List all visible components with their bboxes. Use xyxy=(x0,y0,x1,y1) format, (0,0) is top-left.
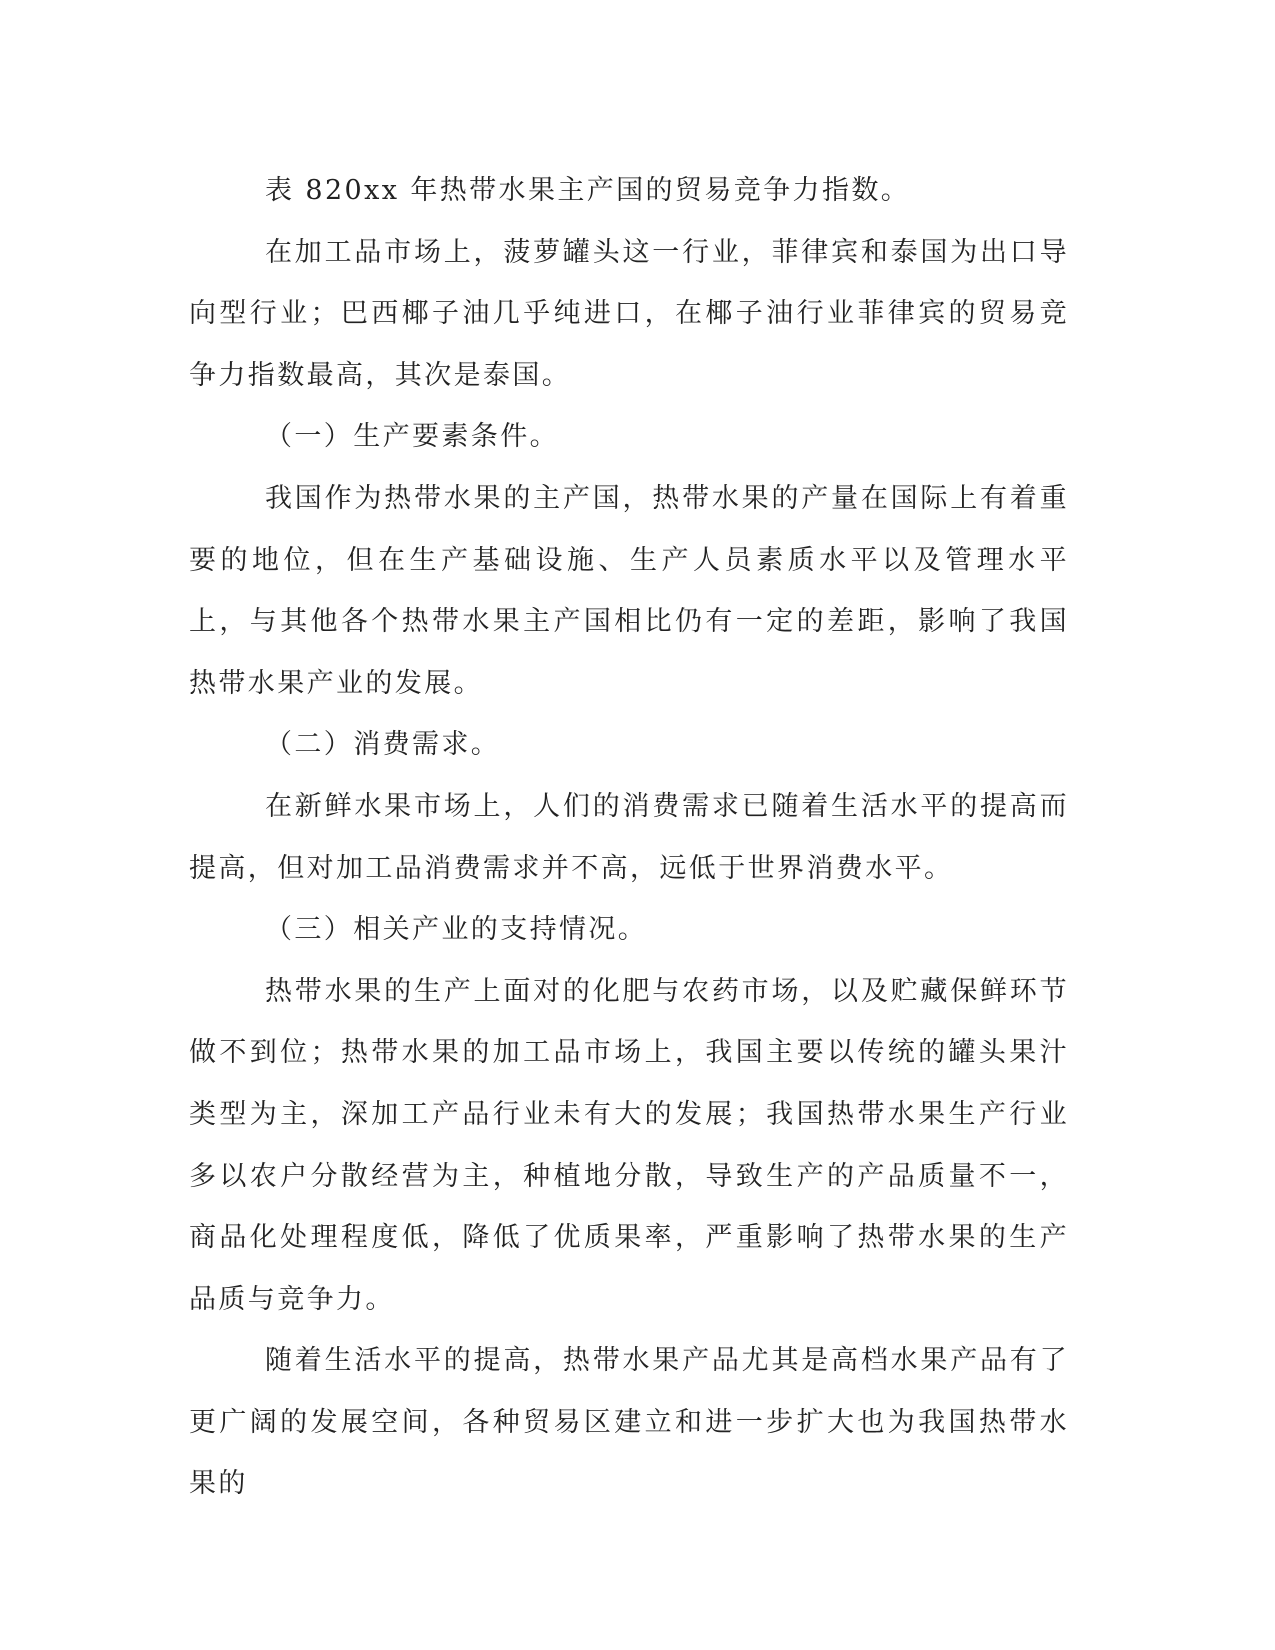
paragraph-related-industries: 热带水果的生产上面对的化肥与农药市场，以及贮藏保鲜环节做不到位；热带水果的加工品市场上，我国主要以传统的罐头果汁类型为主，深加工产品行业未有大的发展；我国热带水果生产行业多以农户分散经营为主，种植地分散，导致生产的产品质量不一，商品化处理程度低，降低了优质果率，严重影响了热带水果的生产品质与竞争力。 xyxy=(189,975,1069,1315)
paragraph-production-factors: 我国作为热带水果的主产国，热带水果的产量在国际上有着重要的地位，但在生产基础设施、生产人员素质水平以及管理水平上，与其他各个热带水果主产国相比仍有一定的差距，影响了我国热带水果产业的发展。 xyxy=(189,482,1069,699)
paragraph-table-caption: 表 820xx 年热带水果主产国的贸易竞争力指数。 xyxy=(265,175,911,206)
section-heading-related-industries: （三）相关产业的支持情况。 xyxy=(265,914,648,946)
section-heading-production-factors: （一）生产要素条件。 xyxy=(265,421,559,453)
document-body xyxy=(189,160,1069,1515)
section-heading-consumer-demand: （二）消费需求。 xyxy=(265,729,501,761)
paragraph-consumer-demand: 在新鲜水果市场上，人们的消费需求已随着生活水平的提高而提高，但对加工品消费需求并不高，远低于世界消费水平。 xyxy=(189,790,1069,884)
paragraph-processed-market: 在加工品市场上，菠萝罐头这一行业，菲律宾和泰国为出口导向型行业；巴西椰子油几乎纯进口，在椰子油行业菲律宾的贸易竞争力指数最高，其次是泰国。 xyxy=(189,236,1069,391)
paragraph-development-space: 随着生活水平的提高，热带水果产品尤其是高档水果产品有了更广阔的发展空间，各种贸易区建立和进一步扩大也为我国热带水果的 xyxy=(189,1345,1069,1500)
